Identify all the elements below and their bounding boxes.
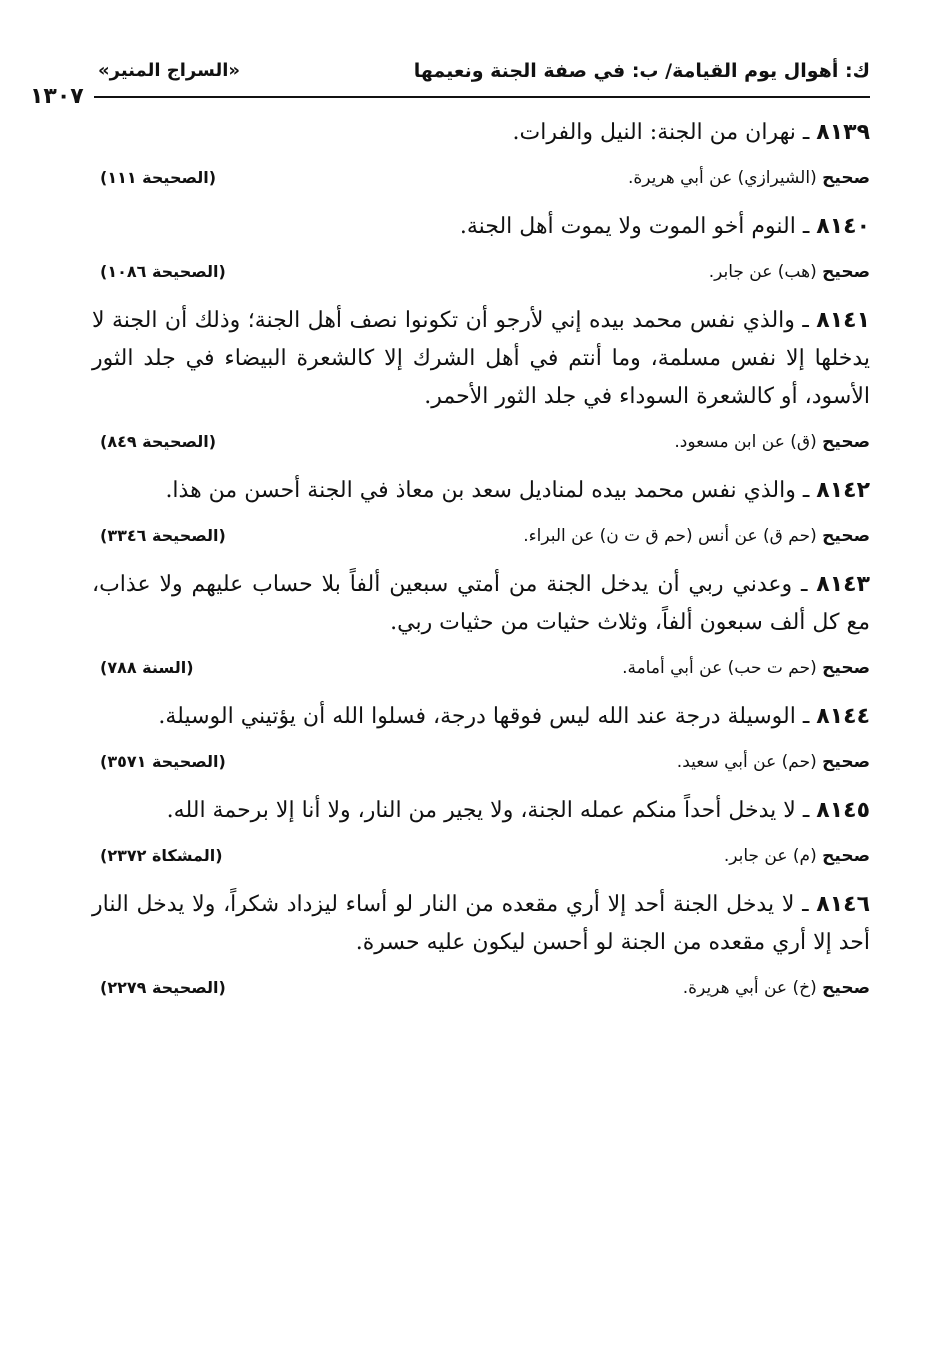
hadith-text: الوسيلة درجة عند الله ليس فوقها درجة، فسلوا الله أن يؤتيني الوسيلة. [158, 704, 796, 729]
reference: (الصحيحة ٨٤٩) [100, 432, 217, 451]
hadith-number: ٨١٤٥ [816, 798, 870, 823]
narration: (خ) عن أبي هريرة. [682, 978, 817, 998]
hadith-number: ٨١٤١ [816, 308, 870, 333]
narration: (الشيرازي) عن أبي هريرة. [627, 168, 817, 188]
hadith-number: ٨١٤٦ [816, 892, 871, 917]
grade: صحيح [822, 168, 870, 188]
narration: (حم ت حب) عن أبي أمامة. [622, 658, 817, 678]
reference: (الصحيحة ١١١) [100, 168, 217, 187]
running-title: ك: أهوال يوم القيامة/ ب: في صفة الجنة ونعيمها [413, 60, 870, 82]
hadith-entry: ٨١٤٢ ـ والذي نفس محمد بيده لمناديل سعد بن معاذ في الجنة أحسن من هذا. صحيح (حم ق) عن أنس (حم ق ت ن) عن البراء. (الصحيحة ٣٣٤٦) [92, 472, 870, 556]
hadith-entry: ٨١٣٩ ـ نهران من الجنة: النيل والفرات. صحيح (الشيرازي) عن أبي هريرة. (الصحيحة ١١١) [92, 114, 870, 198]
hadith-text: والذي نفس محمد بيده لمناديل سعد بن معاذ في الجنة أحسن من هذا. [165, 478, 796, 503]
page-header [30, 56, 870, 109]
grade: صحيح [822, 978, 870, 998]
hadith-text: وعدني ربي أن يدخل الجنة من أمتي سبعين ألفاً بلا حساب عليهم ولا عذاب، مع كل ألف سبعون ألفاً، وثلاث حثيات من حثيات ربي. [92, 572, 870, 635]
hadith-entry: ٨١٤٠ ـ النوم أخو الموت ولا يموت أهل الجنة. صحيح (هب) عن جابر. (الصحيحة ١٠٨٦) [92, 208, 870, 292]
hadith-text: لا يدخل الجنة أحد إلا أري مقعده من النار لو أساء ليزداد شكراً، ولا يدخل النار أحد إلا أري مقعده من الجنة لو أحسن ليكون عليه حسرة. [92, 892, 870, 955]
reference: (الصحيحة ١٠٨٦) [100, 262, 226, 281]
reference: (الصحيحة ٣٣٤٦) [100, 526, 226, 545]
grade: صحيح [822, 526, 870, 546]
grade: صحيح [822, 262, 870, 282]
source-line [92, 748, 870, 782]
hadith-number: ٨١٤٤ [816, 704, 870, 729]
narration: (ق) عن ابن مسعود. [674, 432, 817, 452]
hadith-entry: ٨١٤٣ ـ وعدني ربي أن يدخل الجنة من أمتي سبعين ألفاً بلا حساب عليهم ولا عذاب، مع كل ألف سبعون ألفاً، وثلاث حثيات من حثيات ربي. صحيح (حم ت حب) عن أبي أمامة. (السنة ٧٨٨) [92, 566, 870, 688]
header-rule [94, 96, 870, 98]
book-title: «السراج المنير» [98, 60, 240, 81]
page-number: ١٣٠٧ [30, 84, 84, 109]
hadith-text: لا يدخل أحداً منكم عمله الجنة، ولا يجير من النار، ولا أنا إلا برحمة الله. [166, 798, 796, 823]
reference: (المشكاة ٢٣٧٢) [100, 846, 223, 865]
hadith-number: ٨١٤٢ [816, 478, 870, 503]
narration: (حم ق) عن أنس (حم ق ت ن) عن البراء. [523, 526, 817, 546]
narration: (م) عن جابر. [723, 846, 817, 866]
source-line [92, 654, 870, 688]
hadith-entry: ٨١٤١ ـ والذي نفس محمد بيده إني لأرجو أن تكونوا نصف أهل الجنة؛ وذلك أن الجنة لا يدخلها إلا نفس مسلمة، وما أنتم في أهل الشرك إلا كالشعرة البيضاء في جلد الثور الأسود، أو كالشعرة السوداء في جلد الثور الأحمر. صحيح (ق) عن ابن مسعود. (الصحيحة ٨٤٩) [92, 302, 870, 462]
grade: صحيح [822, 846, 870, 866]
hadith-number: ٨١٣٩ [816, 120, 870, 145]
reference: (الصحيحة ٣٥٧١) [100, 752, 226, 771]
grade: صحيح [822, 432, 870, 452]
narration: (حم) عن أبي سعيد. [676, 752, 817, 772]
hadith-text: نهران من الجنة: النيل والفرات. [512, 120, 796, 145]
source-line [92, 164, 870, 198]
reference: (السنة ٧٨٨) [100, 658, 194, 677]
hadith-text: والذي نفس محمد بيده إني لأرجو أن تكونوا نصف أهل الجنة؛ وذلك أن الجنة لا يدخلها إلا نفس مسلمة، وما أنتم في أهل الشرك إلا كالشعرة البيضاء في جلد الثور الأسود، أو كالشعرة السوداء في جلد الثور الأحمر. [92, 308, 870, 409]
reference: (الصحيحة ٢٢٧٩) [100, 978, 226, 997]
hadith-entry: ٨١٤٥ ـ لا يدخل أحداً منكم عمله الجنة، ولا يجير من النار، ولا أنا إلا برحمة الله. صحيح (م) عن جابر. (المشكاة ٢٣٧٢) [92, 792, 870, 876]
source-line [92, 522, 870, 556]
hadith-number: ٨١٤٠ [816, 214, 870, 239]
hadith-entry: ٨١٤٤ ـ الوسيلة درجة عند الله ليس فوقها درجة، فسلوا الله أن يؤتيني الوسيلة. صحيح (حم) عن أبي سعيد. (الصحيحة ٣٥٧١) [92, 698, 870, 782]
source-line [92, 842, 870, 876]
hadith-list [92, 114, 870, 1018]
source-line [92, 428, 870, 462]
source-line [92, 974, 870, 1008]
narration: (هب) عن جابر. [708, 262, 817, 282]
grade: صحيح [822, 752, 870, 772]
hadith-number: ٨١٤٣ [816, 572, 870, 597]
hadith-text: النوم أخو الموت ولا يموت أهل الجنة. [459, 214, 796, 239]
grade: صحيح [822, 658, 870, 678]
hadith-entry: ٨١٤٦ ـ لا يدخل الجنة أحد إلا أري مقعده من النار لو أساء ليزداد شكراً، ولا يدخل النار أحد إلا أري مقعده من الجنة لو أحسن ليكون عليه حسرة. صحيح (خ) عن أبي هريرة. (الصحيحة ٢٢٧٩) [92, 886, 870, 1008]
source-line [92, 258, 870, 292]
